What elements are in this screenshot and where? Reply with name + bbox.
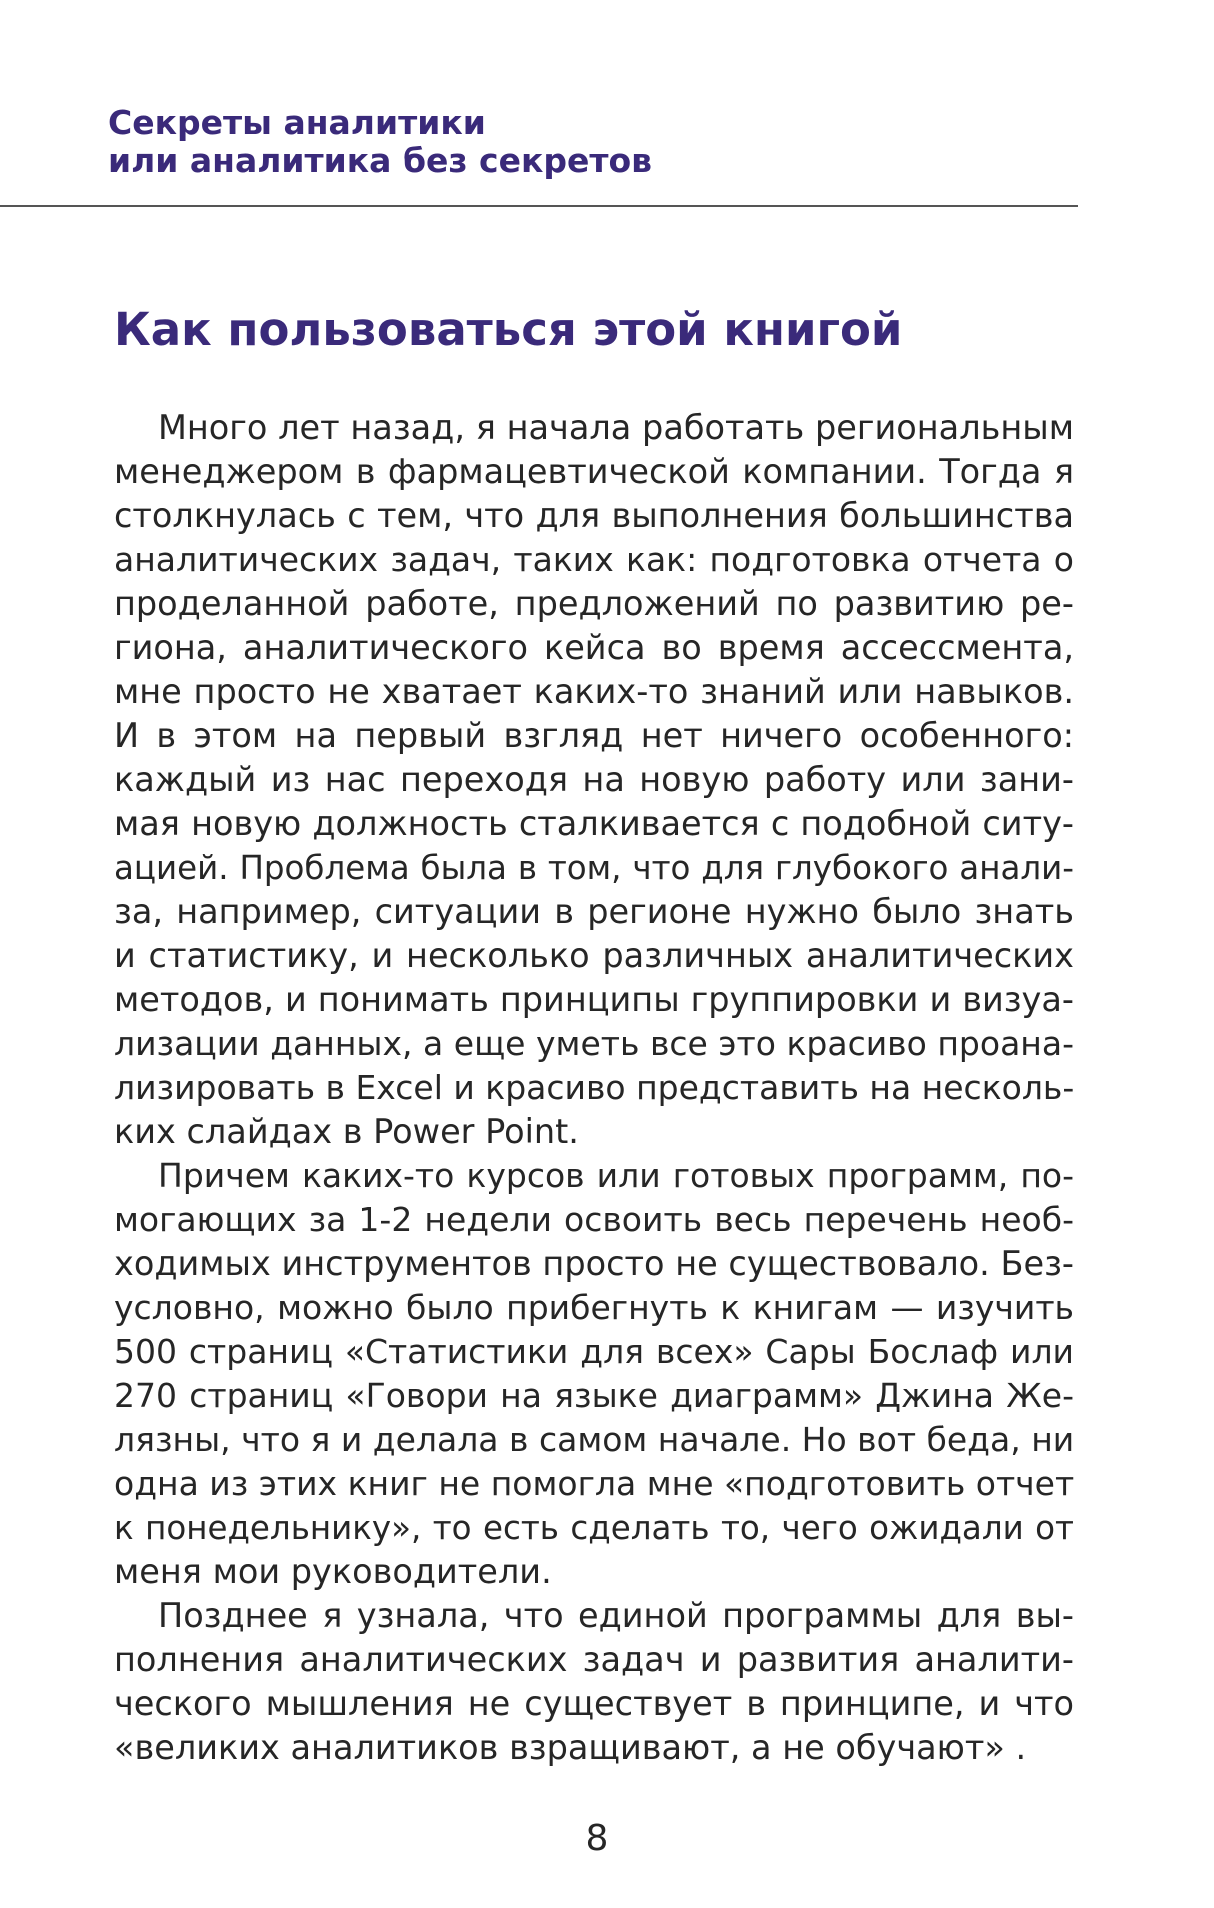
text-line: каждый из нас переходя на новую работу или зани- [114, 760, 1074, 799]
text-line: мне просто не хватает каких-то знаний или навыков. [114, 672, 1074, 711]
chapter-title: Как пользоваться этой книгой [114, 303, 903, 356]
paragraph [114, 1594, 1074, 1770]
paragraph [114, 1154, 1074, 1594]
text-line: условно, можно было прибегнуть к книгам — изучить [114, 1288, 1074, 1327]
text-line: одна из этих книг не помогла мне «подготовить отчет [114, 1464, 1075, 1503]
text-line: к понедельнику», то есть сделать то, чего ожидали от [114, 1509, 1074, 1547]
text-line: Много лет назад, я начала работать региональным [158, 408, 1074, 447]
text-line: ческого мышления не существует в принципе, и что [114, 1684, 1074, 1723]
text-line: лизировать в Excel и красиво представить на несколь- [114, 1068, 1075, 1107]
text-line: меня мои руководители. [114, 1552, 552, 1591]
text-line: столкнулась с тем, что для выполнения большинства [114, 496, 1074, 535]
text-line: методов, и понимать принципы группировки и визуа- [114, 980, 1074, 1019]
text-line: лязны, что я и делала в самом начале. Но вот беда, ни [114, 1420, 1075, 1459]
text-line: аналитических задач, таких как: подготовка отчета о [114, 540, 1074, 579]
text-line: ходимых инструментов просто не существовало. Без- [114, 1244, 1074, 1283]
text-line: Причем каких-то курсов или готовых программ, по- [158, 1156, 1074, 1195]
text-line: 270 страниц «Говори на языке диаграмм» Джина Же- [114, 1376, 1074, 1415]
text-line: 500 страниц «Статистики для всех» Сары Бослаф или [114, 1332, 1074, 1371]
text-line: мая новую должность сталкивается с подобной ситу- [114, 804, 1074, 843]
running-header-line-1: Секреты аналитики [108, 103, 486, 142]
text-line: проделанной работе, предложений по развитию ре- [114, 584, 1074, 623]
text-line: ких слайдах в Power Point. [114, 1112, 579, 1151]
running-header-line-2: или аналитика без секретов [108, 141, 653, 180]
text-line: за, например, ситуации в регионе нужно было знать [114, 892, 1074, 931]
text-line: полнения аналитических задач и развития аналити- [114, 1640, 1074, 1679]
text-line: могающих за 1-2 недели освоить весь перечень необ- [114, 1200, 1074, 1239]
header-divider [0, 205, 1078, 207]
text-line: ацией. Проблема была в том, что для глубокого анали- [114, 849, 1074, 887]
text-line: Позднее я узнала, что единой программы для вы- [158, 1596, 1074, 1635]
text-line: гиона, аналитического кейса во время ассессмента, [114, 628, 1074, 667]
text-line: менеджером в фармацевтической компании. Тогда я [114, 452, 1074, 491]
running-header [108, 104, 1088, 180]
body-text [114, 406, 1074, 1770]
paragraph [114, 406, 1074, 1154]
text-line: лизации данных, а еще уметь все это красиво проана- [114, 1024, 1074, 1063]
text-line: И в этом на первый взгляд нет ничего особенного: [114, 716, 1074, 755]
text-line: и статистику, и несколько различных аналитических [114, 936, 1074, 975]
page-number: 8 [585, 1818, 609, 1859]
text-line: «великих аналитиков взращивают, а не обучают» . [114, 1728, 1027, 1767]
